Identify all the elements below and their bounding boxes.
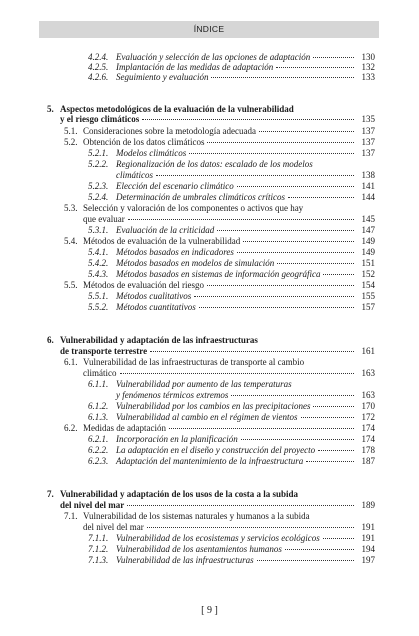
toc-entry xyxy=(88,225,375,235)
toc-entry-title: que evaluar xyxy=(83,214,125,224)
toc-entry xyxy=(60,114,375,124)
toc-entry-page: 157 xyxy=(361,302,375,312)
toc-entry-number: 4.2.6. xyxy=(88,72,109,82)
dot-leader xyxy=(243,241,354,242)
dot-leader xyxy=(231,395,354,396)
toc-entry-title: Medidas de adaptación xyxy=(83,423,166,433)
toc-entry-page: 138 xyxy=(361,170,375,180)
toc-entry-title: Determinación de umbrales climáticos críticos xyxy=(116,192,285,202)
toc-entry-title: Vulnerabilidad por aumento de las temperaturas xyxy=(116,379,292,389)
toc-entry xyxy=(88,62,375,72)
toc-entry-page: 151 xyxy=(361,258,375,268)
toc-entry-title: Métodos cualitativos xyxy=(116,291,192,301)
toc-entry-title: Métodos basados en modelos de simulación xyxy=(116,258,275,268)
toc-entry-page: 163 xyxy=(361,390,375,400)
toc-entry-page: 174 xyxy=(361,423,375,433)
dot-leader xyxy=(276,67,354,68)
toc-entry xyxy=(60,500,375,510)
toc-entry-title: Selección y valoración de los componentes o activos que hay xyxy=(83,203,304,213)
dot-leader xyxy=(285,549,354,550)
toc-entry-title: Métodos de evaluación de la vulnerabilidad xyxy=(83,236,241,246)
toc-entry-number: 6.1.2. xyxy=(88,401,109,411)
toc-entry xyxy=(88,52,375,62)
dot-leader xyxy=(318,450,354,451)
toc-entry-number: 7. xyxy=(47,489,54,499)
toc-entry-number: 5.2.3. xyxy=(88,181,109,191)
toc-entry-page: 187 xyxy=(361,456,375,466)
dot-leader xyxy=(199,307,354,308)
toc-entry-page: 189 xyxy=(361,500,375,510)
toc-entry xyxy=(88,181,375,191)
toc-entry-number: 5.4.3. xyxy=(88,269,109,279)
toc-entry xyxy=(64,126,375,136)
toc-entry-number: 5.5.2. xyxy=(88,302,109,312)
toc-entry-number: 6. xyxy=(47,335,54,345)
toc-entry-page: 145 xyxy=(361,214,375,224)
dot-leader xyxy=(306,461,354,462)
toc-entry-number: 5.5. xyxy=(64,280,78,290)
toc-entry xyxy=(64,203,368,213)
toc-entry-number: 6.2.2. xyxy=(88,445,109,455)
toc-entry-title: Vulnerabilidad de las infraestructuras de transporte al cambio xyxy=(83,357,305,367)
toc-entry-page: 135 xyxy=(361,114,375,124)
toc-entry-number: 7.1. xyxy=(64,511,78,521)
toc-entry-title: Vulnerabilidad de los ecosistemas y servicios ecológicos xyxy=(116,533,320,543)
toc-entry-title: Obtención de los datos climáticos xyxy=(83,137,205,147)
toc-entry xyxy=(64,511,368,521)
toc-entry-title: Métodos basados en indicadores xyxy=(116,247,234,257)
dot-leader xyxy=(323,274,354,275)
toc-entry xyxy=(88,533,375,543)
toc-entry-title: del nivel del mar xyxy=(83,522,144,532)
dot-leader xyxy=(169,428,354,429)
toc-entry-title: Vulnerabilidad por los cambios en las precipitaciones xyxy=(116,401,311,411)
toc-entry xyxy=(88,456,375,466)
toc-entry-page: 154 xyxy=(361,280,375,290)
toc-entry-title: Elección del escenario climático xyxy=(116,181,234,191)
toc-entry xyxy=(88,291,375,301)
page-number: [ 9 ] xyxy=(201,605,218,616)
toc-entry-title: del nivel del mar xyxy=(60,500,125,510)
toc-entry-number: 6.1.1. xyxy=(88,379,109,389)
toc-entry-number: 6.2.1. xyxy=(88,434,109,444)
toc-entry-title: Adaptación del mantenimiento de la infraestructura xyxy=(116,456,304,466)
toc-entry-number: 6.2.3. xyxy=(88,456,109,466)
toc-entry-page: 161 xyxy=(361,346,375,356)
toc-entry xyxy=(88,434,375,444)
toc-entry-number: 5.4. xyxy=(64,236,78,246)
dot-leader xyxy=(313,57,354,58)
toc-entry-number: 4.2.5. xyxy=(88,62,109,72)
toc-entry-page: 130 xyxy=(361,52,375,62)
toc-entry xyxy=(64,357,368,367)
dot-leader xyxy=(313,406,354,407)
dot-leader xyxy=(323,538,354,539)
toc-entry-title: Vulnerabilidad de las infraestructuras xyxy=(116,555,254,565)
dot-leader xyxy=(127,505,354,506)
toc-entry-number: 5.2.1. xyxy=(88,148,109,158)
toc-entry xyxy=(64,137,375,147)
toc-entry-page: 178 xyxy=(361,445,375,455)
dot-leader xyxy=(211,77,354,78)
toc-entry-title: Métodos basados en sistemas de información geográfica xyxy=(116,269,321,279)
toc-entry-title: Vulnerabilidad y adaptación de los usos de la costa a la subida xyxy=(60,489,298,499)
dot-leader xyxy=(257,560,354,561)
toc-entry-number: 5.2.4. xyxy=(88,192,109,202)
dot-leader xyxy=(277,263,354,264)
dot-leader xyxy=(301,417,354,418)
toc-entry-title: Vulnerabilidad al cambio en el régimen de vientos xyxy=(116,412,298,422)
dot-leader xyxy=(150,351,354,352)
toc-entry xyxy=(88,302,375,312)
toc-entry xyxy=(83,214,375,224)
dot-leader xyxy=(120,373,355,374)
toc-entry xyxy=(88,412,375,422)
toc-entry xyxy=(88,192,375,202)
toc-entry-title: Incorporación en la planificación xyxy=(116,434,238,444)
running-header xyxy=(39,21,379,38)
toc-entry-number: 5.4.1. xyxy=(88,247,109,257)
dot-leader xyxy=(237,252,354,253)
toc-entry xyxy=(88,445,375,455)
toc-entry xyxy=(64,280,375,290)
toc-entry-number: 6.1. xyxy=(64,357,78,367)
toc-entry-title: Modelos climáticos xyxy=(116,148,187,158)
toc-entry-page: 155 xyxy=(361,291,375,301)
toc-entry-number: 5.3. xyxy=(64,203,78,213)
toc-entry-title: Seguimiento y evaluación xyxy=(116,72,209,82)
toc-entry-title: Métodos cuantitativos xyxy=(116,302,196,312)
toc-entry xyxy=(88,544,375,554)
toc-entry xyxy=(64,236,375,246)
toc-entry-number: 4.2.4. xyxy=(88,52,109,62)
toc-entry-title: Métodos de evaluación del riesgo xyxy=(83,280,204,290)
toc-entry xyxy=(88,401,375,411)
toc-entry-page: 152 xyxy=(361,269,375,279)
toc-entry-title: climáticos xyxy=(116,170,153,180)
header-title: ÍNDICE xyxy=(193,24,225,34)
toc-entry-page: 132 xyxy=(361,62,375,72)
toc-entry xyxy=(88,555,375,565)
toc-entry xyxy=(47,489,368,499)
toc-entry xyxy=(47,335,368,345)
toc-entry-page: 137 xyxy=(361,126,375,136)
toc-entry-title: Implantación de las medidas de adaptación xyxy=(116,62,274,72)
toc-entry-number: 7.1.1. xyxy=(88,533,109,543)
toc-entry-title: Aspectos metodológicos de la evaluación de la vulnerabilidad xyxy=(60,104,294,114)
toc-entry-page: 194 xyxy=(361,544,375,554)
toc-entry-number: 5.3.1. xyxy=(88,225,109,235)
toc-entry-page: 149 xyxy=(361,247,375,257)
dot-leader xyxy=(189,153,354,154)
toc-entry-page: 137 xyxy=(361,148,375,158)
toc-entry xyxy=(47,104,368,114)
dot-leader xyxy=(259,131,354,132)
toc-entry xyxy=(88,269,375,279)
dot-leader xyxy=(207,285,354,286)
toc-entry-page: 149 xyxy=(361,236,375,246)
toc-entry-page: 144 xyxy=(361,192,375,202)
toc-entry-page: 191 xyxy=(361,533,375,543)
toc-entry-title: Vulnerabilidad y adaptación de las infraestructuras xyxy=(60,335,258,345)
dot-leader xyxy=(217,230,354,231)
toc-entry-title: Consideraciones sobre la metodología adecuada xyxy=(83,126,256,136)
toc-entry-page: 191 xyxy=(361,522,375,532)
dot-leader xyxy=(194,296,354,297)
toc-entry-page: 141 xyxy=(361,181,375,191)
toc-entry-title: Vulnerabilidad de los sistemas naturales y humanos a la subida xyxy=(83,511,310,521)
toc-entry-number: 5. xyxy=(47,104,54,114)
toc-entry xyxy=(64,423,375,433)
toc-entry-number: 5.4.2. xyxy=(88,258,109,268)
toc-entry-title: Evaluación y selección de las opciones de adaptación xyxy=(116,52,311,62)
toc-entry-number: 7.1.3. xyxy=(88,555,109,565)
toc-entry-page: 197 xyxy=(361,555,375,565)
toc-entry xyxy=(88,148,375,158)
dot-leader xyxy=(142,119,354,120)
toc-entry-page: 174 xyxy=(361,434,375,444)
toc-entry-title: Evaluación de la criticidad xyxy=(116,225,215,235)
toc-entry xyxy=(83,368,375,378)
toc-entry xyxy=(116,390,375,400)
toc-entry-page: 137 xyxy=(361,137,375,147)
toc-entry xyxy=(116,170,375,180)
toc-entry-number: 5.5.1. xyxy=(88,291,109,301)
toc-entry-number: 5.2.2. xyxy=(88,159,109,169)
toc-entry-title: de transporte terrestre xyxy=(60,346,148,356)
toc-entry-page: 170 xyxy=(361,401,375,411)
toc-entry xyxy=(88,379,368,389)
dot-leader xyxy=(288,197,354,198)
toc-entry-number: 6.1.3. xyxy=(88,412,109,422)
toc-entry-title: La adaptación en el diseño y construcción del proyecto xyxy=(116,445,316,455)
toc-entry-number: 7.1.2. xyxy=(88,544,109,554)
toc-entry-page: 147 xyxy=(361,225,375,235)
dot-leader xyxy=(207,142,354,143)
toc-entry xyxy=(88,247,375,257)
toc-entry-title: y fenómenos térmicos extremos xyxy=(116,390,229,400)
toc-entry xyxy=(88,159,368,169)
dot-leader xyxy=(147,527,354,528)
toc-entry-title: y el riesgo climáticos xyxy=(60,114,140,124)
toc-entry xyxy=(60,346,375,356)
toc-entry xyxy=(88,258,375,268)
dot-leader xyxy=(241,439,354,440)
toc-entry-title: Vulnerabilidad de los asentamientos humanos xyxy=(116,544,282,554)
toc-entry-page: 133 xyxy=(361,72,375,82)
dot-leader xyxy=(237,186,354,187)
toc-entry-page: 172 xyxy=(361,412,375,422)
toc-entry-number: 5.1. xyxy=(64,126,78,136)
toc-entry xyxy=(88,72,375,82)
toc-entry-title: Regionalización de los datos: escalado de los modelos xyxy=(116,159,313,169)
dot-leader xyxy=(156,175,354,176)
toc-entry-title: climático xyxy=(83,368,117,378)
toc-entry-number: 6.2. xyxy=(64,423,78,433)
toc-entry xyxy=(83,522,375,532)
dot-leader xyxy=(128,219,354,220)
toc-entry-number: 5.2. xyxy=(64,137,78,147)
toc-entry-page: 163 xyxy=(361,368,375,378)
